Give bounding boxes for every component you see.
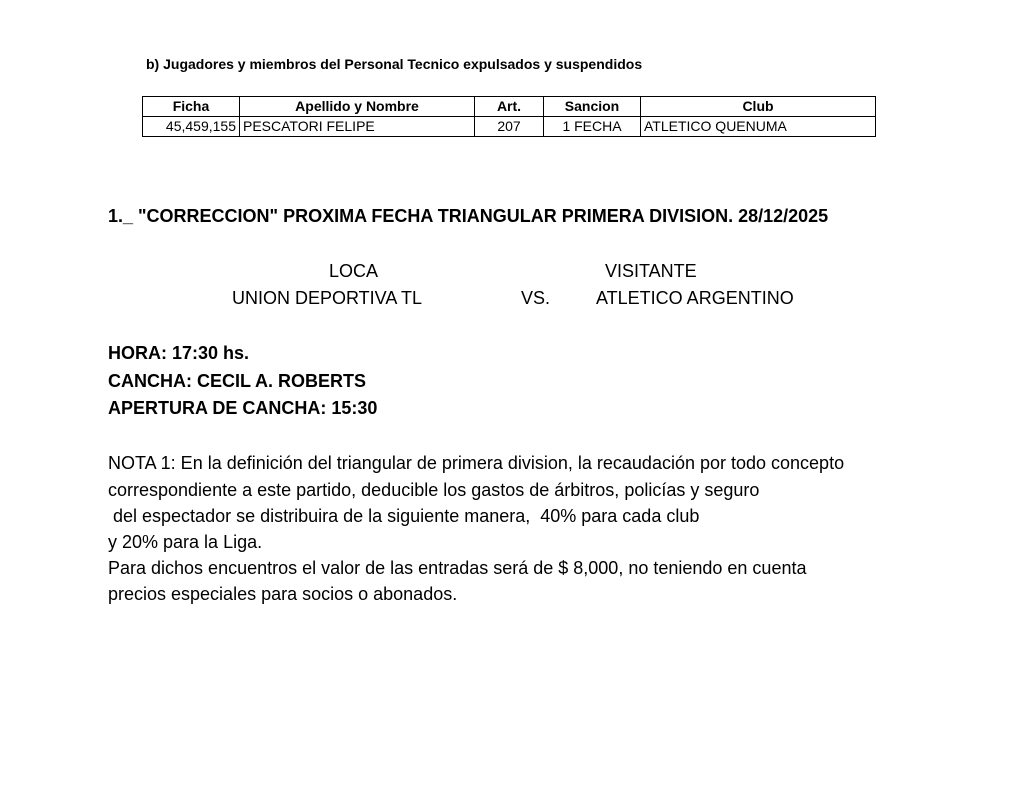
vs-label: VS. bbox=[521, 288, 551, 308]
section-title: b) Jugadores y miembros del Personal Tecnico expulsados y suspendidos bbox=[146, 56, 643, 72]
note-line: del espectador se distribuira de la siguiente manera, 40% para cada club bbox=[108, 506, 700, 526]
header-ficha: Ficha bbox=[143, 97, 240, 117]
visitor-label: VISITANTE bbox=[605, 261, 697, 281]
match-time: HORA: 17:30 hs. bbox=[108, 343, 250, 363]
cell-ficha: 45,459,155 bbox=[143, 117, 240, 137]
header-art: Art. bbox=[475, 97, 544, 117]
header-club: Club bbox=[641, 97, 876, 117]
cell-apellido-nombre: PESCATORI FELIPE bbox=[240, 117, 475, 137]
cell-club: ATLETICO QUENUMA bbox=[641, 117, 876, 137]
table-row bbox=[143, 117, 876, 137]
cell-sancion: 1 FECHA bbox=[544, 117, 641, 137]
fixture-heading: 1._ "CORRECCION" PROXIMA FECHA TRIANGULAR PRIMERA DIVISION. 28/12/2025 bbox=[108, 206, 829, 226]
note-line: y 20% para la Liga. bbox=[108, 532, 263, 552]
sanctions-table bbox=[142, 96, 876, 137]
note-line: NOTA 1: En la definición del triangular de primera division, la recaudación por todo concepto bbox=[108, 453, 845, 473]
local-label: LOCA bbox=[329, 261, 379, 281]
note-line: precios especiales para socios o abonados. bbox=[108, 584, 458, 604]
note-line: Para dichos encuentros el valor de las entradas será de $ 8,000, no teniendo en cuenta bbox=[108, 558, 807, 578]
header-sancion: Sancion bbox=[544, 97, 641, 117]
table-header-row bbox=[143, 97, 876, 117]
venue-opening-time: APERTURA DE CANCHA: 15:30 bbox=[108, 398, 378, 418]
note-line: correspondiente a este partido, deducible los gastos de árbitros, policías y seguro bbox=[108, 480, 760, 500]
away-team: ATLETICO ARGENTINO bbox=[596, 288, 794, 308]
header-apellido-nombre: Apellido y Nombre bbox=[240, 97, 475, 117]
cell-art: 207 bbox=[475, 117, 544, 137]
match-venue: CANCHA: CECIL A. ROBERTS bbox=[108, 371, 367, 391]
home-team: UNION DEPORTIVA TL bbox=[232, 288, 423, 308]
